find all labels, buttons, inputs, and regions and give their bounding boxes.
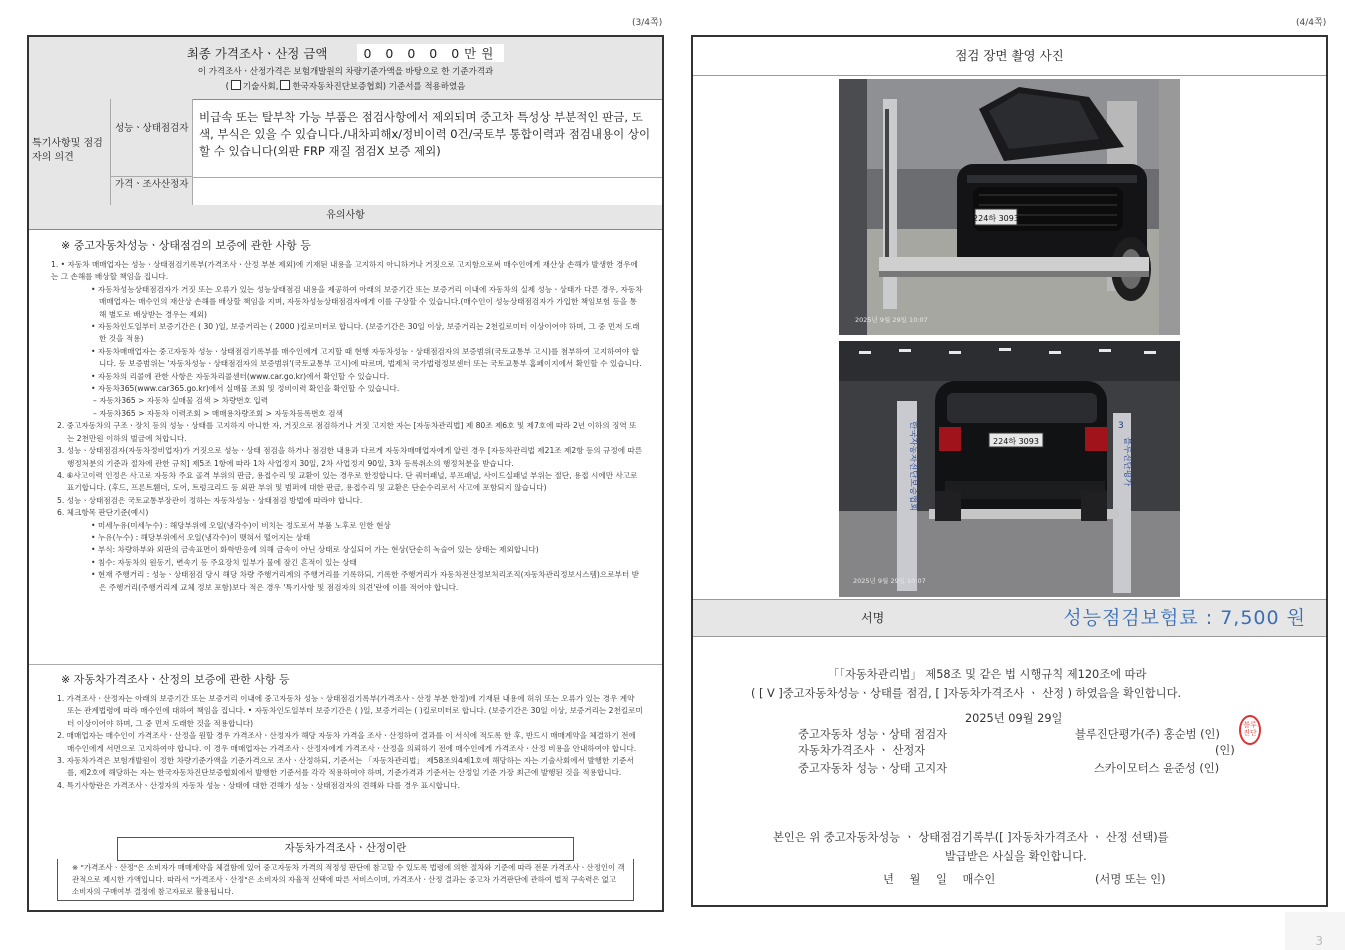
notes-header: 유의사항 bbox=[29, 205, 662, 230]
note-item: • 자동차성능상태점검자가 거짓 또는 오류가 있는 성능상태점검 내용을 제공하여 아래의 보증기간 또는 보증거리 이내에 자동차의 실제 성능ㆍ상태가 다른 경우, 자동차매매업자는 매수인의 재산상 손해를 배상할 책임을 지며, 자동차성능상태점검자에게 이를 구상할 수 있습니다.(매수인이 성능상태점검자가 가입한 책임보험 등을 통해 별도로 배상받는 경우는 제외) bbox=[91, 284, 643, 319]
inspection-confirm-line: ( [ V ]중고자동차성능ㆍ상태를 점검, [ ]자동차가격조사 ㆍ 산정 ) 하였음을 확인합니다. bbox=[751, 687, 1182, 700]
lift-pillar-label-right: 블루진단평가 bbox=[1122, 437, 1132, 487]
buyer-signature-placeholder: (서명 또는 인) bbox=[1095, 873, 1166, 886]
price-header bbox=[29, 37, 662, 100]
buyer-confirm-line-2: 발급받은 사실을 확인합니다. bbox=[945, 850, 1087, 863]
license-plate-rear: 224하 3093 bbox=[993, 437, 1039, 446]
right-page bbox=[691, 35, 1328, 907]
opinion-section bbox=[29, 99, 662, 206]
car-front-image bbox=[839, 79, 1180, 335]
note-item: 4. ⑥사고이력 인정은 사고로 자동차 주요 골격 부위의 판금, 용접수리 및 교환이 있는 경우로 한정합니다. 단 쿼터패널, 루프패널, 사이드실패널 부위는 절단, 용접 시에만 사고로 표기합니다. (후드, 프론트휀더, 도어, 트렁크리드 등 외판 부위 및 범퍼에 대한 판금, 용접수리 및 교환은 단순수리로서 사고에 포함되지 않습니다) bbox=[57, 470, 638, 493]
signature-label: 서명 bbox=[861, 611, 885, 625]
note-item: 1. • 자동차 매매업자는 성능ㆍ상태점검기록부(가격조사ㆍ산정 부분 제외)에 기재된 내용을 고지하지 아니하거나 거짓으로 고지함으로써 매수인에게 재산상 손해가 발생한 경우에는 그 손해를 배상할 책임을 집니다. bbox=[51, 260, 638, 282]
note-item: • 자동차365(www.car365.go.kr)에서 실매물 조회 및 정비이력 확인을 확인할 수 있습니다. bbox=[91, 384, 400, 394]
price-standard-line: ( 기술사회, 한국자동차진단보증협회) 기준서를 적용하였음 bbox=[225, 82, 466, 92]
note-item: • 현재 주행거리 : 성능ㆍ상태점검 당시 해당 차량 주행거리계의 주행거리를 기록하되, 기록한 주행거리가 자동차전산정보처리조직(자동차관리정보시스템)으로부터 받은 주행거리(주행거리계 교체 정보 포함)보다 적은 경우 '특기사항 및 점검자의 의견'란에 이를 적어야 합니다. bbox=[91, 570, 639, 592]
page-number-left: (3/4쪽) bbox=[632, 18, 663, 28]
signature-bar bbox=[693, 599, 1326, 637]
note-item: • 자동차의 리콜에 관한 사항은 자동차리콜센터(www.car.go.kr)에서 확인할 수 있습니다. bbox=[91, 371, 390, 381]
law-reference-line: 「「자동차관리법」 제58조 및 같은 법 시행규칙 제120조에 따라 bbox=[828, 668, 1147, 681]
appraiser-role: 자동차가격조사 ㆍ 산정자 bbox=[798, 744, 926, 757]
inspector-label: 성능ㆍ상태점검자 bbox=[111, 99, 193, 177]
lift-pillar-number: 3 bbox=[1118, 421, 1124, 431]
note-item: 1. 가격조사ㆍ산정자는 아래의 보증기간 또는 보증거리 이내에 중고자동차 성능ㆍ상태점검기록부(가격조사ㆍ산정 부분 한정)에 기재된 내용에 허위 또는 오류가 있는 경우 계약 또는 관계법령에 따라 매수인에 대하여 책임을 집니다. • 자동차인도일부터 보증기간은 ( )일, 보증거리는 ( )킬로미터로 합니다. (보증기간은 30일 이상, 보증거리는 2천킬로미터 이상이어야 하며, 그 중 먼저 도래한 것을 적용합니다) bbox=[57, 694, 643, 728]
note-item: • 침수: 자동차의 원동기, 변속기 등 주요장치 일부가 물에 잠긴 흔적이 있는 상태 bbox=[91, 557, 357, 567]
lift-pillar-label-left: 한국자동차진단보증협회 bbox=[908, 421, 918, 512]
note-item: • 자동차매매업자는 중고자동차 성능ㆍ상태점검기록부를 매수인에게 고지할 때 현행 자동차성능ㆍ상태점검자의 보증범위(국토교통부 고시)를 첨부하여 고지하여야 합니다. 동 보증범위는 '자동차성능ㆍ상태점검자의 보증범위'(국토교통부 고시)에 따르며, 법제처 국가법령정보센터 또는 국토교통부 홈페이지에서 확인할 수 있습니다. bbox=[91, 346, 642, 369]
definition-text: ※ "가격조사ㆍ산정"은 소비자가 매매계약을 체결함에 있어 중고자동차 가격의 적정성 판단에 참고할 수 있도록 법령에 의한 절차와 기준에 따라 전문 가격조사ㆍ산정인이 객관적으로 제시한 가액입니다. 따라서 "가격조사ㆍ산정"은 소비자의 자율적 선택에 따른 서비스이며, 가격조사ㆍ산정 결과는 중고차 가격판단에 관하여 법적 구속력은 없고 소비자의 구매여부 결정에 참고자료로 활용됩니다. bbox=[57, 859, 634, 901]
note-item: • 자동차인도일부터 보증기간은 ( 30 )일, 보증거리는 ( 2000 )킬로미터로 합니다. (보증기간은 30일 이상, 보증거리는 2천킬로미터 이상이어야 하며, 그 중 먼저 도래한 것을 적용) bbox=[91, 322, 640, 344]
checkbox-tech-society[interactable] bbox=[231, 80, 241, 90]
inspector-role: 중고자동차 성능ㆍ상태 점검자 bbox=[798, 728, 948, 741]
price-basis-line: 이 가격조사ㆍ산정가격은 보험개발원의 차량기준가액을 바탕으로 한 기준가격과 bbox=[197, 67, 494, 77]
note-item: 4. 특기사항란은 가격조사ㆍ산정자의 자동차 성능ㆍ상태에 대한 견해가 성능ㆍ상태점검자의 견해와 다를 경우 표시합니다. bbox=[57, 780, 460, 790]
company-seal: 블루진단 bbox=[1239, 715, 1261, 745]
note-item: • 미세누유(미세누수) : 해당부위에 오일(냉각수)이 비치는 정도로서 부품 노후로 인한 현상 bbox=[91, 520, 391, 530]
divider bbox=[29, 664, 662, 665]
appraiser-sign: (인) bbox=[1215, 744, 1235, 757]
price-amount: 0 0 0 0 0만원 bbox=[357, 44, 504, 62]
photo-timestamp: 2025년 9월 29일 10:07 bbox=[853, 577, 926, 585]
notifier-role: 중고자동차 성능ㆍ상태 고지자 bbox=[798, 762, 948, 775]
page-number-right: (4/4쪽) bbox=[1296, 18, 1327, 28]
photo-timestamp: 2025년 9월 29일 10:07 bbox=[855, 316, 928, 324]
price-title: 최종 가격조사ㆍ산정 금액 bbox=[186, 46, 328, 61]
performance-notes bbox=[51, 259, 643, 594]
inspection-photo-rear bbox=[839, 341, 1180, 597]
definition-title: 자동차가격조사ㆍ산정이란 bbox=[117, 837, 574, 861]
pricing-notes bbox=[51, 693, 643, 792]
license-plate-front: 224하 3093 bbox=[973, 214, 1019, 223]
appraiser-label: 가격ㆍ조사산정자 bbox=[111, 177, 193, 205]
opinion-section-label: 특기사항및 점검자의 의견 bbox=[29, 99, 111, 205]
note-item: 5. 성능ㆍ상태점검은 국토교통부장관이 정하는 자동차성능ㆍ상태점검 방법에 따라야 합니다. bbox=[57, 495, 363, 505]
inspector-opinion-text: 비급속 또는 탈부착 가능 부품은 점검사항에서 제외되며 중고차 특성상 부분적인 판금, 도색, 부식은 있을 수 있습니다./내차피해x/정비이력 0건/국토부 통합이력과 점검내용이 상이할 수 있습니다(외판 FRP 재질 점검X 보증 제외) bbox=[199, 110, 651, 158]
divider bbox=[193, 177, 662, 178]
note-item: 3. 자동차가격은 보험개발원이 정한 차량기준가액을 기준가격으로 조사ㆍ산정하되, 기준서는 「자동차관리법」 제58조의4제1호에 해당하는 자는 기술사회에서 발행한 기준서를, 제2호에 해당하는 자는 한국자동차진단보증협회에서 발행한 기준서를 각각 적용하여야 하며, 기준가격과 기준서는 산정일 기준 가장 최근에 발행된 것을 적용합니다. bbox=[57, 756, 634, 778]
left-page bbox=[27, 35, 664, 912]
inspection-photo-front bbox=[839, 79, 1180, 335]
inspector-name: 블루진단평가(주) 홍순범 (인) bbox=[1075, 728, 1220, 741]
note-item: 6. 체크항목 판단기준(예시) bbox=[57, 508, 149, 518]
note-item: 2. 중고자동차의 구조ㆍ장치 등의 성능ㆍ상태를 고지하지 아니한 자, 거짓으로 점검하거나 거짓 고지한 자는 [자동차관리법] 제 80조 제6호 및 제7호에 따라 2년 이하의 징역 또는 2천만원 이하의 벌금에 처합니다. bbox=[57, 421, 637, 443]
buyer-date-line: 년 월 일 매수인 bbox=[883, 873, 996, 886]
note-item: 2. 매매업자는 매수인이 가격조사ㆍ산정을 원할 경우 가격조사ㆍ산정자가 해당 자동차 가격을 조사ㆍ산정하여 결과를 이 서식에 적도록 한 후, 반드시 매매계약을 체결하기 전에 매수인에게 서면으로 고지하여야 합니다. 이 경우 매매업자는 가격조사ㆍ산정자에게 가격조사ㆍ산정을 의뢰하기 전에 매수인에게 가격조사ㆍ산정 비용을 안내하여야 합니다. bbox=[57, 731, 637, 753]
signature-date: 2025년 09월 29일 bbox=[965, 712, 1063, 725]
note-item: 3. 성능ㆍ상태점검자(자동차정비업자)가 거짓으로 성능ㆍ상태 점검을 하거나 점검한 내용과 다르게 자동차매매업자에게 알린 경우 [자동차관리법 제21조 제2항 등의 규정에 따른 행정처분의 기준과 절차에 관한 규칙] 제5조 1항에 따라 1차 사업정지 30일, 2차 사업정지 90일, 3차 등록취소의 행정처분을 받습니다. bbox=[57, 446, 643, 468]
insurance-fee: 성능점검보험료 : 7,500 원 bbox=[1063, 607, 1306, 629]
note-item: – 자동차365 > 자동차 실매물 검색 > 차량번호 입력 bbox=[93, 396, 269, 406]
car-rear-image bbox=[839, 341, 1180, 597]
section-title-performance: ※ 중고자동차성능ㆍ상태점검의 보증에 관한 사항 등 bbox=[61, 239, 311, 252]
section-title-pricing: ※ 자동차가격조사ㆍ산정의 보증에 관한 사항 등 bbox=[61, 673, 290, 686]
page-corner-number: 3 bbox=[1285, 912, 1345, 950]
note-item: – 자동차365 > 자동차 이력조회 > 매매용차량조회 > 자동차등록번호 검색 bbox=[93, 408, 343, 418]
photo-section-title: 점검 장면 촬영 사진 bbox=[693, 37, 1326, 76]
notifier-name: 스카이모터스 윤준성 (인) bbox=[1094, 762, 1220, 775]
buyer-confirm-line: 본인은 위 중고자동차성능 ㆍ 상태점검기록부([ ]자동차가격조사 ㆍ 산정 선택)를 bbox=[773, 831, 1169, 844]
note-item: • 누유(누수) : 해당부위에서 오일(냉각수)이 맺혀서 떨어지는 상태 bbox=[91, 532, 311, 542]
checkbox-diag-association[interactable] bbox=[280, 80, 290, 90]
note-item: • 부식: 차량하부와 외판의 금속표면이 화학반응에 의해 금속이 아닌 상태로 상실되어 가는 현상(단순히 녹슬어 있는 상태는 제외합니다) bbox=[91, 545, 539, 555]
